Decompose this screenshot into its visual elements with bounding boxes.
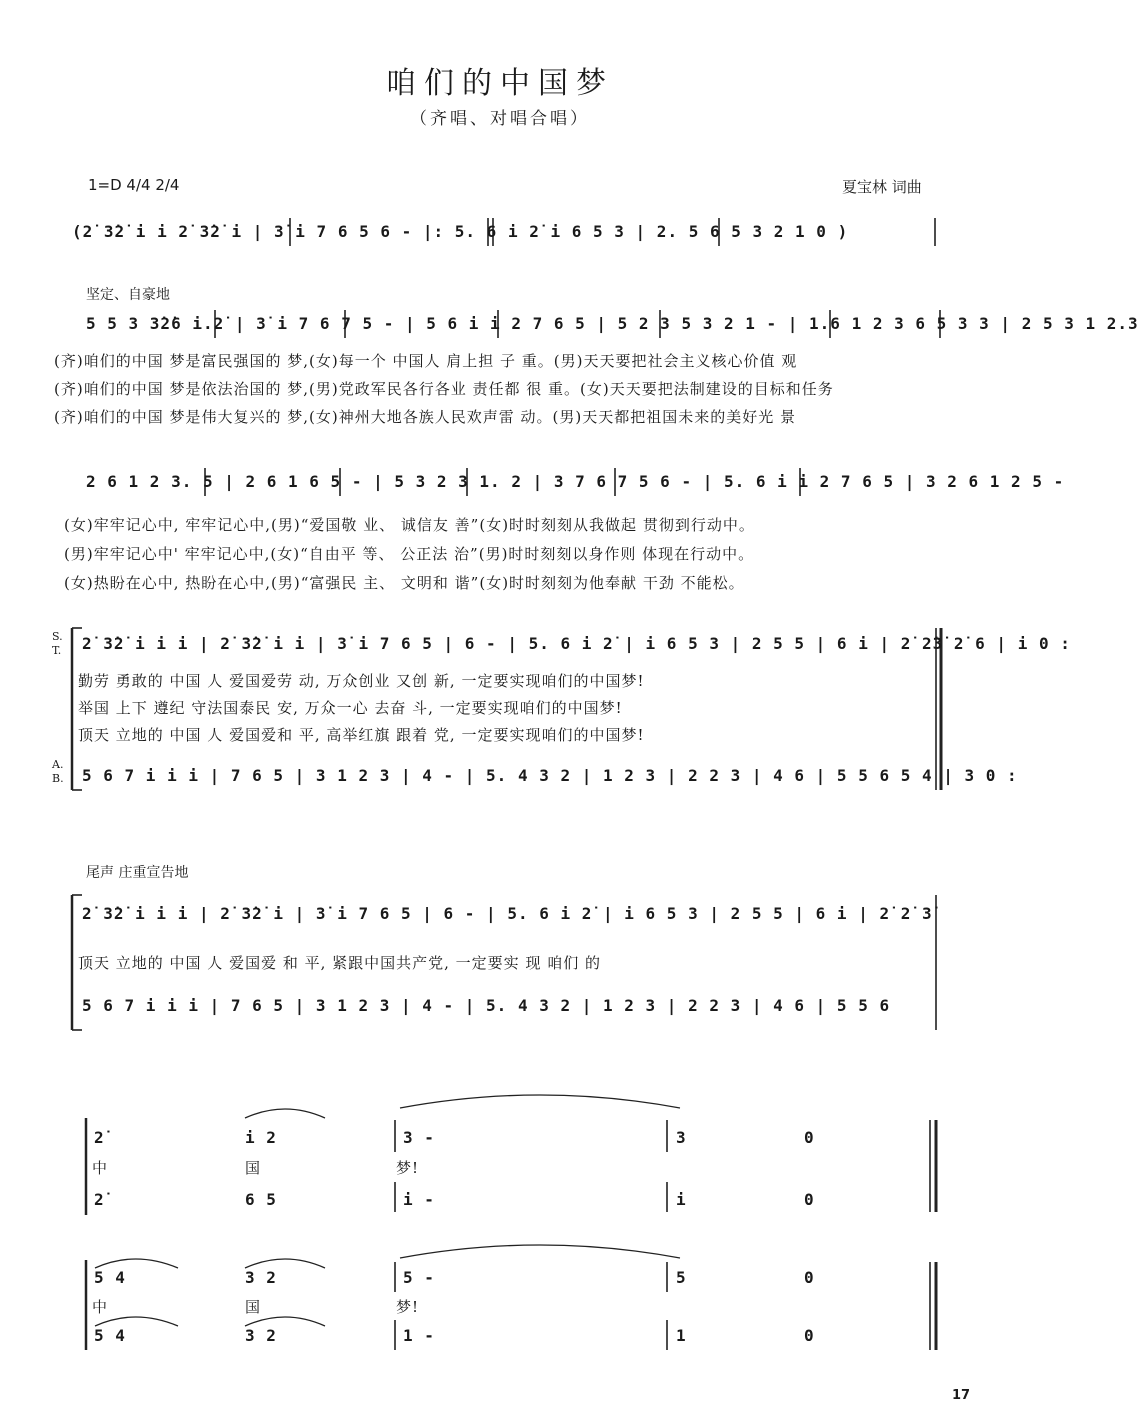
section2-notes: 2 6 1 2 3. 5 | 2 6 1 6 5 - | 5 3 2 3 1. 2 | 3 7 6 7 5 6 - | 5. 6 i i 2 7 6 5 | 3 2 6 1 2 5 - xyxy=(86,472,1065,491)
subtitle: （齐唱、对唱合唱） xyxy=(410,109,590,129)
ending-upper-note-5: 0 xyxy=(804,1128,815,1147)
ending-upper2-note-2: 6 5 xyxy=(245,1190,277,1209)
ending-lower-lyric-3: 梦! xyxy=(396,1298,420,1316)
ending-lower-note-3: 5 - xyxy=(403,1268,435,1287)
ending-upper-note-4: 3 xyxy=(676,1128,687,1147)
ending-lower-lyric-1: 中 xyxy=(92,1298,109,1316)
ending-lower-note-2: 3 2 xyxy=(245,1268,277,1287)
coda-expression: 尾声 庄重宣告地 xyxy=(86,865,189,881)
chorus-lyric-line-3: 顶天 立地的 中国 人 爱国爱和 平, 高举红旗 跟着 党, 一定要实现咱们的中国梦! xyxy=(78,726,645,744)
section2-lyric-line-3: (女)热盼在心中, 热盼在心中,(男)“富强民 主、 文明和 谐”(女)时时刻刻为他奉献 干劲 不能松。 xyxy=(64,574,745,592)
page-number: 17 xyxy=(952,1388,971,1403)
ending-upper-note-2: i 2 xyxy=(245,1128,277,1147)
ending-upper-lyric-1: 中 xyxy=(92,1159,109,1177)
chorus-lyric-line-1: 勤劳 勇敢的 中国 人 爱国爱劳 动, 万众创业 又创 新, 一定要实现咱们的中国梦! xyxy=(78,672,645,690)
section1-lyric-line-2: (齐)咱们的中国 梦是依法治国的 梦,(男)党政军民各行各业 责任都 很 重。(女)天天要把法制建设的目标和任务 xyxy=(54,380,834,398)
voice-label-st: S. T. xyxy=(52,630,63,657)
ending-lower2-note-2: 3 2 xyxy=(245,1326,277,1345)
coda-upper-notes: 2̇ 3̇2̇ i i i | 2̇ 3̇2̇ i | 3̇ i 7 6 5 | 6 - | 5. 6 i 2̇ | i 6 5 3 | 2 5 5 | 6 i | 2̇ 2̇ 3̇ xyxy=(82,904,933,923)
ending-upper-note-3: 3 - xyxy=(403,1128,435,1147)
section2-lyric-line-2: (男)牢牢记心中' 牢牢记心中,(女)“自由平 等、 公正法 治”(男)时时刻刻以身作则 体现在行动中。 xyxy=(64,545,755,563)
ending-upper2-note-1: 2̇ xyxy=(94,1190,105,1209)
ending-lower-note-1: 5 4 xyxy=(94,1268,126,1287)
section1-lyric-line-3: (齐)咱们的中国 梦是伟大复兴的 梦,(女)神州大地各族人民欢声雷 动。(男)天天都把祖国未来的美好光 景 xyxy=(54,408,796,426)
intro-notes: (2̇ 3̇2̇ i i 2̇ 3̇2̇ i | 3̇ i 7 6 5 6 - |: 5. 6 i 2̇ i 6 5 3 | 2. 5 6 5 3 2 1 0 ) xyxy=(72,222,849,241)
ending-upper2-note-3: i - xyxy=(403,1190,435,1209)
composer-credit: 夏宝林 词曲 xyxy=(842,178,922,196)
ending-lower2-note-1: 5 4 xyxy=(94,1326,126,1345)
page-title: 咱们的中国梦 xyxy=(386,66,614,101)
expression-marking: 坚定、自豪地 xyxy=(86,287,170,303)
ending-upper2-note-5: 0 xyxy=(804,1190,815,1209)
ending-upper-lyric-3: 梦! xyxy=(396,1159,420,1177)
ending-lower2-note-3: 1 - xyxy=(403,1326,435,1345)
ending-upper2-note-4: i xyxy=(676,1190,687,1209)
ending-lower2-note-5: 0 xyxy=(804,1326,815,1345)
section2-lyric-line-1: (女)牢牢记心中, 牢牢记心中,(男)“爱国敬 业、 诚信友 善”(女)时时刻刻从我做起 贯彻到行动中。 xyxy=(64,516,755,534)
coda-lyrics: 顶天 立地的 中国 人 爱国爱 和 平, 紧跟中国共产党, 一定要实 现 咱们 的 xyxy=(78,954,601,972)
ending-upper-lyric-2: 国 xyxy=(245,1159,262,1177)
ending-lower-note-4: 5 xyxy=(676,1268,687,1287)
ending-lower-note-5: 0 xyxy=(804,1268,815,1287)
coda-lower-notes: 5 6 7 i i i | 7 6 5 | 3 1 2 3 | 4 - | 5. 4 3 2 | 1 2 3 | 2 2 3 | 4 6 | 5 5 6 xyxy=(82,996,891,1015)
chorus-lower-notes: 5 6 7 i i i | 7 6 5 | 3 1 2 3 | 4 - | 5. 4 3 2 | 1 2 3 | 2 2 3 | 4 6 | 5 5 6 5 4 | 3 0 : xyxy=(82,766,1018,785)
section1-notes: 5 5 3 3̇2̇6 i.2̇ | 3̇ i 7 6 7 5 - | 5 6 i i 2 7 6 5 | 5 2 3 5 3 2 1 - | 1.6 1 2 3 6 5 3 3 | 2 5 3 1 2.3 xyxy=(86,314,1139,333)
chorus-upper-notes: 2̇ 3̇2̇ i i i | 2̇ 3̇2̇ i i | 3̇ i 7 6 5 | 6 - | 5. 6 i 2̇ | i 6 5 3 | 2 5 5 | 6 i | 2̇ 2̇3̇ 2̇ 6 | i 0 : xyxy=(82,634,1071,653)
voice-label-ab: A. B. xyxy=(52,758,64,785)
chorus-lyric-line-2: 举国 上下 遵纪 守法国泰民 安, 万众一心 去奋 斗, 一定要实现咱们的中国梦! xyxy=(78,699,623,717)
section1-lyric-line-1: (齐)咱们的中国 梦是富民强国的 梦,(女)每一个 中国人 肩上担 子 重。(男)天天要把社会主义核心价值 观 xyxy=(54,352,798,370)
ending-upper-note-1: 2̇ xyxy=(94,1128,105,1147)
ending-lower-lyric-2: 国 xyxy=(245,1298,262,1316)
key-signature: 1=D 4/4 2/4 xyxy=(88,176,180,194)
ending-lower2-note-4: 1 xyxy=(676,1326,687,1345)
